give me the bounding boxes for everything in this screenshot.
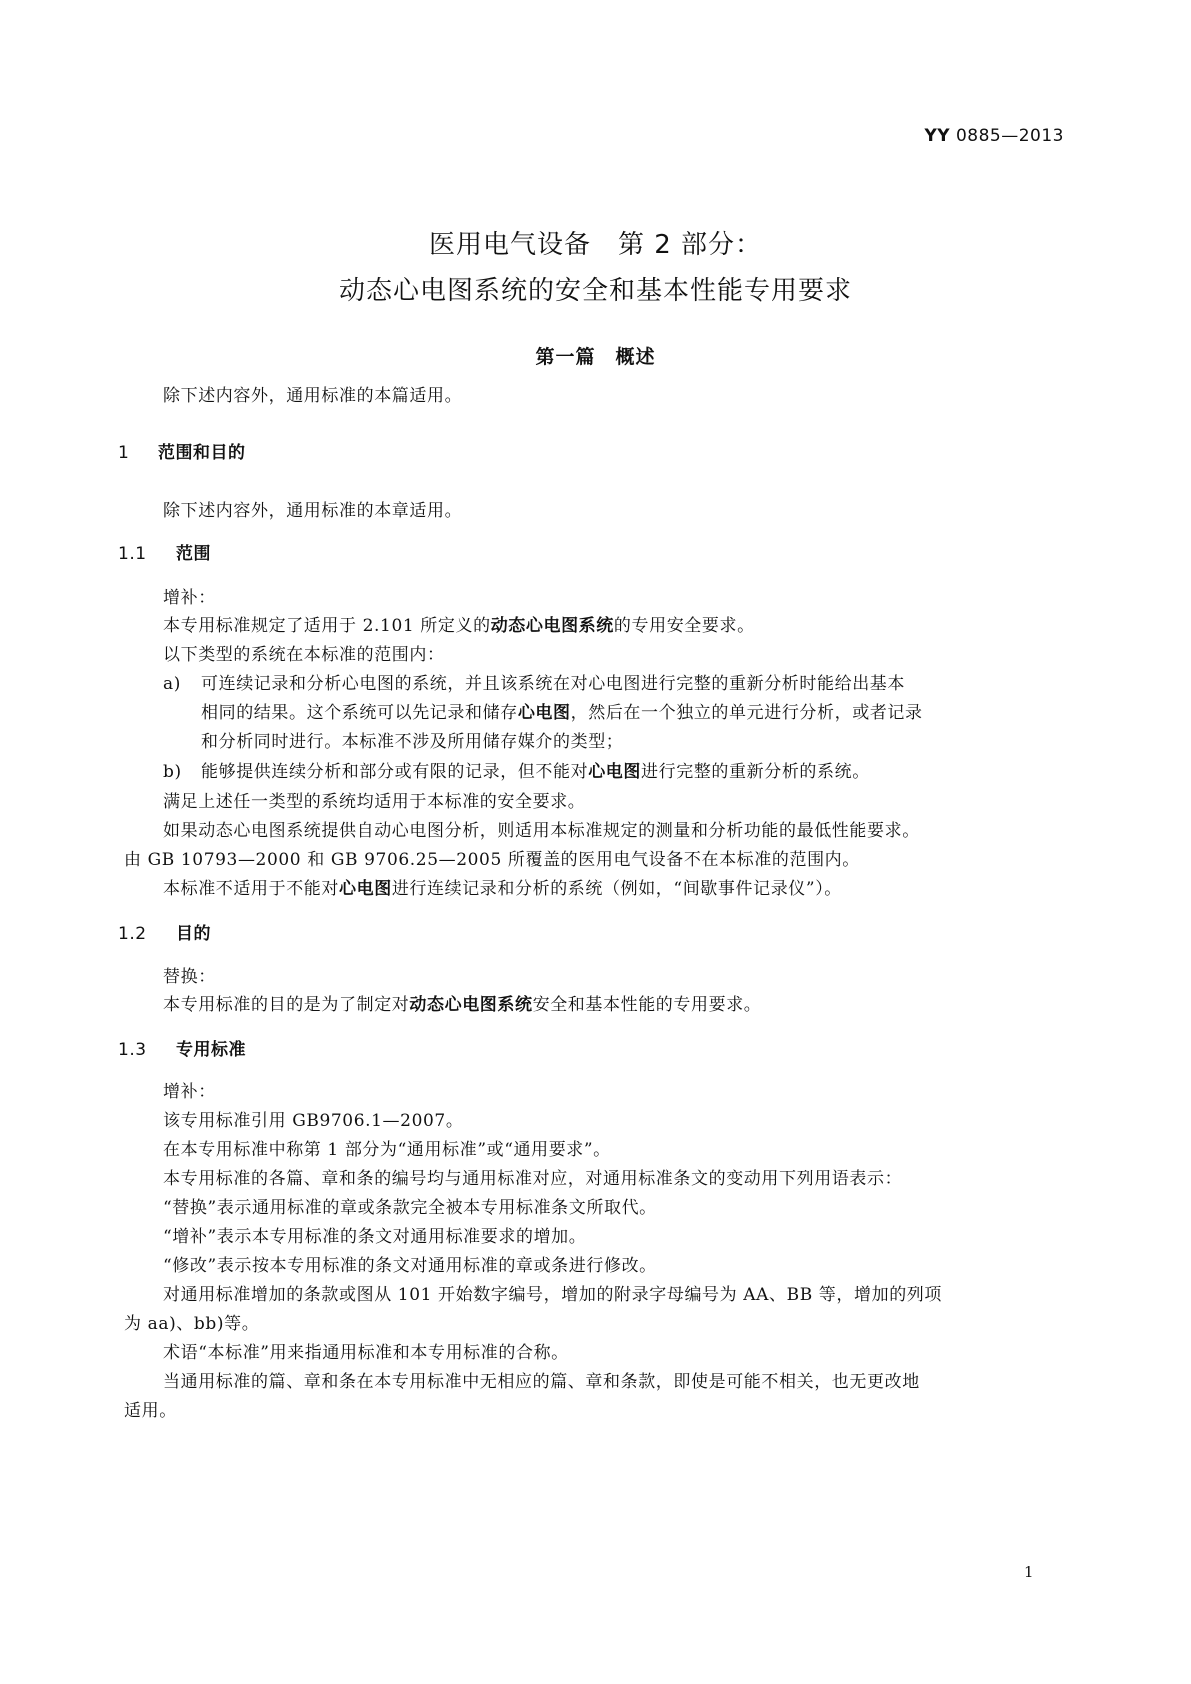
list-marker: b) (163, 762, 182, 782)
paragraph: 由 GB 10793—2000 和 GB 9706.25—2005 所覆盖的医用电气设备不在本标准的范围内。 (124, 850, 860, 870)
text: 相同的结果。这个系统可以先记录和储存 (201, 703, 518, 723)
defined-term: 动态心电图系统 (490, 616, 614, 636)
list-item-a (163, 669, 905, 694)
defined-term: 心电图 (517, 703, 571, 723)
paragraph-continued: 为 aa)、bb)等。 (124, 1314, 260, 1334)
section-title: 范围和目的 (158, 443, 246, 463)
paragraph: 在本专用标准中称第 1 部分为“通用标准”或“通用要求”。 (163, 1140, 611, 1160)
part-intro: 除下述内容外，通用标准的本篇适用。 (163, 386, 463, 406)
list-item-a-continued (201, 698, 923, 723)
section-title: 目的 (176, 924, 211, 944)
list-marker: a) (163, 674, 181, 694)
paragraph: 对通用标准增加的条款或图从 101 开始数字编号，增加的附录字母编号为 AA、BB 等，增加的列项 (163, 1285, 942, 1305)
section-1-3-heading (118, 1035, 246, 1060)
section-title: 专用标准 (176, 1040, 246, 1060)
section-number: 1 (118, 443, 130, 463)
paragraph: 本专用标准的各篇、章和条的编号均与通用标准对应，对通用标准条文的变动用下列用语表示： (163, 1169, 903, 1189)
paragraph: “替换”表示通用标准的章或条款完全被本专用标准条文所取代。 (163, 1198, 657, 1218)
defined-term: 心电图 (588, 762, 642, 782)
section-1-2-heading (118, 919, 211, 944)
paragraph: 满足上述任一类型的系统均适用于本标准的安全要求。 (163, 792, 586, 812)
standard-number: 0885—2013 (955, 126, 1064, 146)
paragraph: 该专用标准引用 GB9706.1—2007。 (163, 1111, 464, 1131)
paragraph (163, 990, 761, 1015)
page-number: 1 (1024, 1563, 1034, 1581)
section-1-intro: 除下述内容外，通用标准的本章适用。 (163, 501, 463, 521)
paragraph: “修改”表示按本专用标准的条文对通用标准的章或条进行修改。 (163, 1256, 657, 1276)
part-title: 第一篇 概述 (535, 346, 656, 368)
defined-term: 心电图 (339, 879, 392, 899)
paragraph (163, 611, 755, 636)
paragraph: 术语“本标准”用来指通用标准和本专用标准的合称。 (163, 1343, 569, 1363)
text: 本专用标准的目的是为了制定对 (163, 995, 410, 1015)
text: ，然后在一个独立的单元进行分析，或者记录 (570, 703, 923, 723)
paragraph: 以下类型的系统在本标准的范围内： (163, 645, 445, 665)
list-item-b (163, 757, 870, 782)
supplement-label: 增补： (163, 588, 216, 608)
section-1-1-heading (118, 539, 211, 564)
document-title-line-1: 医用电气设备 第 2 部分： (428, 230, 763, 260)
text: 能够提供连续分析和部分或有限的记录，但不能对 (201, 762, 589, 782)
paragraph: “增补”表示本专用标准的条文对通用标准要求的增加。 (163, 1227, 587, 1247)
text: 可连续记录和分析心电图的系统，并且该系统在对心电图进行完整的重新分析时能给出基本 (201, 674, 905, 694)
text: 安全和基本性能的专用要求。 (532, 995, 762, 1015)
section-1-heading (118, 438, 246, 463)
paragraph: 当通用标准的篇、章和条在本专用标准中无相应的篇、章和条款，即使是可能不相关，也无更改地 (163, 1372, 920, 1392)
list-item-a-continued: 和分析同时进行。本标准不涉及所用储存媒介的类型； (201, 732, 624, 752)
standard-code (924, 126, 1064, 146)
text: 本标准不适用于不能对 (163, 879, 339, 899)
standard-prefix: YY (924, 126, 951, 146)
section-title: 范围 (176, 544, 211, 564)
document-title-line-2: 动态心电图系统的安全和基本性能专用要求 (338, 276, 852, 306)
text: 进行连续记录和分析的系统（例如，“间歇事件记录仪”）。 (391, 879, 842, 899)
supplement-label: 增补： (163, 1082, 216, 1102)
paragraph (163, 874, 842, 899)
defined-term: 动态心电图系统 (409, 995, 533, 1015)
section-number: 1.3 (118, 1040, 147, 1060)
paragraph-continued: 适用。 (124, 1401, 177, 1421)
section-number: 1.1 (118, 544, 147, 564)
text: 本专用标准规定了适用于 2.101 所定义的 (163, 616, 491, 636)
text: 进行完整的重新分析的系统。 (641, 762, 870, 782)
replace-label: 替换： (163, 967, 216, 987)
text: 的专用安全要求。 (613, 616, 755, 636)
section-number: 1.2 (118, 924, 147, 944)
paragraph: 如果动态心电图系统提供自动心电图分析，则适用本标准规定的测量和分析功能的最低性能要求。 (163, 821, 920, 841)
